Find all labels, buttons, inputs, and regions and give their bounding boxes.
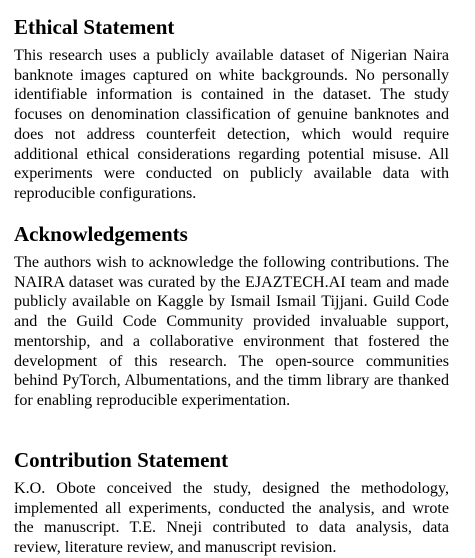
section-paragraph: The authors wish to acknowledge the following contributions. The NAIRA dataset was curated by the EJAZTECH.AI team and made publicly available on Kaggle by Ismail Ismail Tijjani. Guild Code and the Guild Code Community provided invaluable support, mentorship, and a collaborative environment that fostered the development of this research. The open-source communities behind PyTorch, Albumentations, and the timm library are thanked for enabling reproducible experimentation.: [14, 254, 449, 409]
ethical-statement-section: [14, 15, 449, 204]
section-paragraph: K.O. Obote conceived the study, designed the methodology, implemented all experiments, conducted the analysis, and wrote the manuscript. T.E. Nneji contributed to data analysis, data review, literature review, and manuscript revision.: [14, 480, 449, 557]
section-heading: Contribution Statement: [14, 448, 229, 472]
acknowledgements-section: [14, 222, 449, 411]
contribution-statement-section: [14, 448, 449, 558]
section-heading: Ethical Statement: [14, 15, 175, 39]
section-heading: Acknowledgements: [14, 222, 188, 246]
section-paragraph: This research uses a publicly available dataset of Nigerian Naira banknote images captured on white backgrounds. No personally identifiable information is contained in the dataset. The study focuses on denomination classification of genuine banknotes and does not address counterfeit detection, which would require additional ethical considerations regarding potential misuse. All experiments were conducted on publicly available data with reproducible configurations.: [14, 47, 449, 202]
